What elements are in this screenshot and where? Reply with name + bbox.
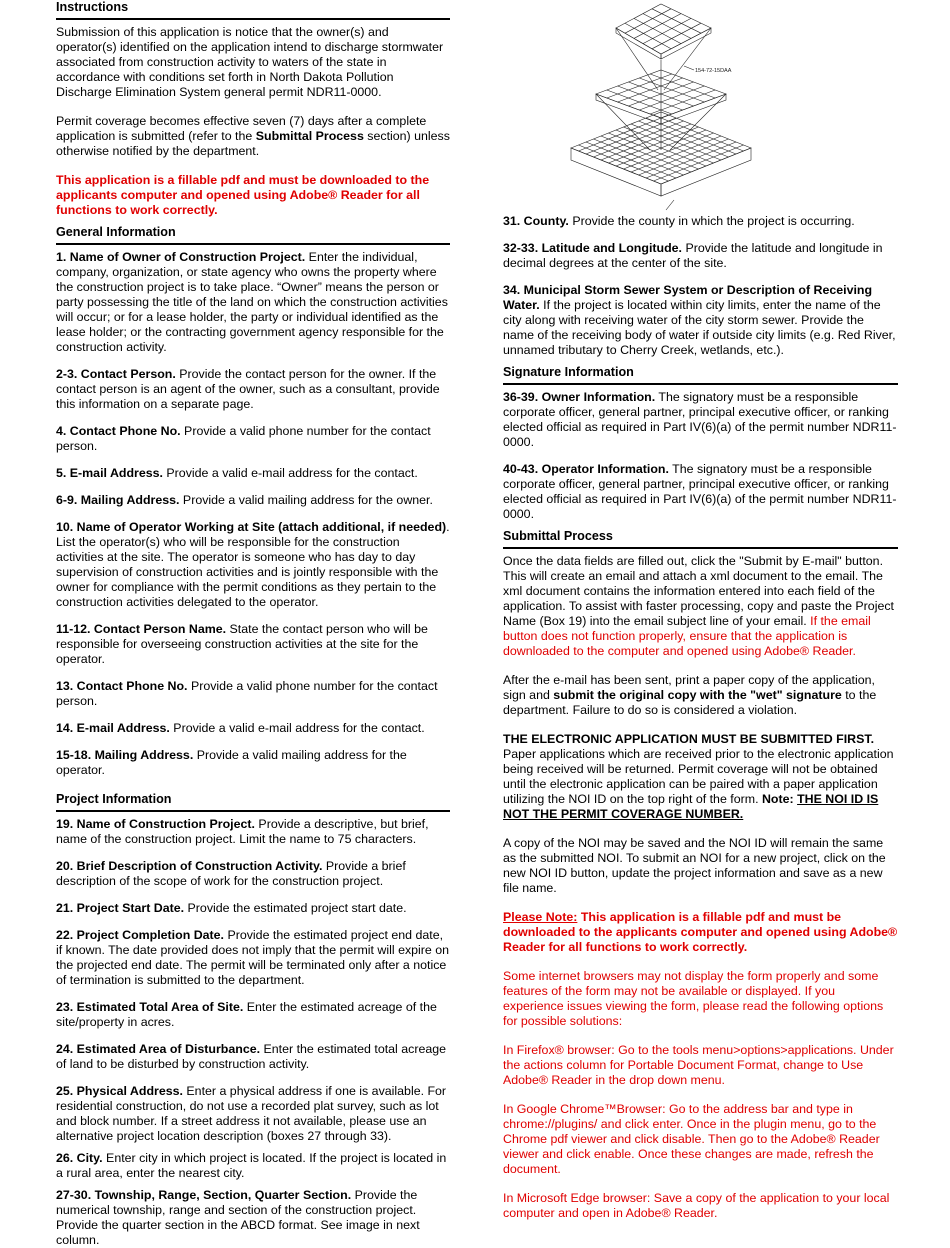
project-heading: Project Information bbox=[56, 792, 450, 812]
general-item: 10. Name of Operator Working at Site (attach additional, if needed). List the operator(s) who will be responsible for the construction activities at the site. The operator is someone who has day to day supervision of construction activities and is jointly responsible with the owner for compliance with the permit conditions as they pertain to the construction activities delegated to the operator. bbox=[56, 520, 450, 609]
general-item: 2-3. Contact Person. Provide the contact person for the owner. If the contact person is an agent of the owner, such as a consultant, provide this information on a separate page. bbox=[56, 367, 440, 411]
project-item: 24. Estimated Area of Disturbance. Enter the estimated total acreage of land to be disturbed by construction activity. bbox=[56, 1042, 447, 1071]
submittal-paper-copy: After the e-mail has been sent, print a paper copy of the application, sign and submit the original copy with the "wet" signature to the department. Failure to do so is considered a violation. bbox=[503, 673, 877, 717]
general-item: 4. Contact Phone No. Provide a valid phone number for the contact person. bbox=[56, 424, 431, 453]
general-heading: General Information bbox=[56, 225, 450, 245]
left-column bbox=[56, 0, 450, 1248]
submittal-heading: Submittal Process bbox=[503, 529, 898, 549]
project-item: 27-30. Township, Range, Section, Quarter Section. Provide the numerical township, range and section of the construction project. Provide the quarter section in the ABCD format. See image in next column. bbox=[56, 1188, 420, 1247]
signature-heading: Signature Information bbox=[503, 365, 898, 385]
general-item: 11-12. Contact Person Name. State the contact person who will be responsible for overseeing construction activities at the site for the operator. bbox=[56, 622, 428, 666]
project-item: 19. Name of Construction Project. Provide a descriptive, but brief, name of the construction project. Limit the name to 75 characters. bbox=[56, 817, 429, 846]
project-item: 21. Project Start Date. Provide the estimated project start date. bbox=[56, 901, 407, 915]
figure-label: 154-72-15DAA bbox=[695, 68, 732, 74]
instructions-heading: Instructions bbox=[56, 0, 450, 20]
project-item: 23. Estimated Total Area of Site. Enter the estimated acreage of the site/property in acres. bbox=[56, 1000, 437, 1029]
grid-line bbox=[625, 9, 671, 33]
project-item: 31. County. Provide the county in which the project is occurring. bbox=[503, 214, 855, 228]
please-note: Please Note: This application is a fillable pdf and must be downloaded to the applicants computer and opened using Adobe® Reader for all functions to work correctly. bbox=[503, 910, 898, 954]
general-item: 6-9. Mailing Address. Provide a valid mailing address for the owner. bbox=[56, 493, 433, 507]
project-item: 32-33. Latitude and Longitude. Provide the latitude and longitude in decimal degrees at the center of the site. bbox=[503, 241, 883, 270]
general-item: 13. Contact Phone No. Provide a valid phone number for the contact person. bbox=[56, 679, 438, 708]
edge-instructions: In Microsoft Edge browser: Save a copy of the application to your local computer and open in Adobe® Reader. bbox=[503, 1191, 890, 1220]
township-section-diagram bbox=[566, 0, 756, 212]
grid-line bbox=[634, 14, 681, 39]
grid-line bbox=[634, 18, 681, 43]
project-item: 20. Brief Description of Construction Activity. Provide a brief description of the scope of work for the construction project. bbox=[56, 859, 406, 888]
general-item: 5. E-mail Address. Provide a valid e-mail address for the contact. bbox=[56, 466, 418, 480]
submittal-noi-copy: A copy of the NOI may be saved and the NOI ID will remain the same as the submitted NOI. To submit an NOI for a new project, click on the new NOI ID button, update the project information and save as a new file name. bbox=[503, 836, 886, 895]
grid-line bbox=[643, 18, 691, 43]
instructions-intro: Submission of this application is notice that the owner(s) and operator(s) identified on the application intend to discharge stormwater associated from construction activity to waters of the state in accordance with conditions set forth in North Dakota Pollution Discharge Elimination System general permit NDR11-0000. bbox=[56, 25, 444, 99]
instructions-coverage: Permit coverage becomes effective seven (7) days after a complete application is submitted (refer to the Submittal Process section) unless otherwise notified by the department. bbox=[56, 114, 450, 158]
grid-line bbox=[652, 9, 701, 33]
grid-line bbox=[652, 23, 701, 49]
project-item: 22. Project Completion Date. Provide the estimated project end date, if known. The date provided does not imply that the permit will expire on the projected end date. The permit will be terminated only after a notice of termination is submitted to the department. bbox=[56, 928, 450, 987]
general-item: 14. E-mail Address. Provide a valid e-mail address for the contact. bbox=[56, 721, 425, 735]
browser-notice: Some internet browsers may not display the form properly and some features of the form may not be available or displayed. If you experience issues viewing the form, please read the following options for possible solutions: bbox=[503, 969, 884, 1028]
right-column bbox=[503, 214, 898, 1221]
project-item: 25. Physical Address. Enter a physical address if one is available. For residential construction, do not use a recorded plat survey, such as lot and block number. If a street address it not available, please use an alternative project location description (boxes 27 through 33). bbox=[56, 1084, 447, 1143]
grid-line bbox=[643, 14, 691, 39]
general-item: 15-18. Mailing Address. Provide a valid mailing address for the operator. bbox=[56, 748, 407, 777]
general-item: 1. Name of Owner of Construction Project. Enter the individual, company, organization, or state agency who owns the property where the construction project is to take place. “Owner” means the person or party possessing the title of the land on which the construction activities will occur; or for a lease holder, the party or individual identified as the lease holder; or the contracting government agency responsible for the construction activity. bbox=[56, 250, 448, 354]
firefox-instructions: In Firefox® browser: Go to the tools menu>options>applications. Under the actions column for Portable Document Format, change to Use Adobe® Reader in the drop down menu. bbox=[503, 1043, 894, 1087]
signature-item: 36-39. Owner Information. The signatory must be a responsible corporate officer, general partner, principal executive officer, or ranking elected official as required in Part IV(6)(a) of the permit number NDR11-0000. bbox=[503, 390, 897, 449]
submittal-email-step: Once the data fields are filled out, click the "Submit by E-mail" button. This will create an email and attach a xml document to the email. The xml document contains the information entered into each field of the application. To assist with faster processing, copy and paste the Project Name (Box 19) into the email subject line of your email. If the email button does not function properly, ensure that the application is downloaded to the computer and opened using Adobe® Reader. bbox=[503, 554, 894, 658]
signature-item: 40-43. Operator Information. The signatory must be a responsible corporate officer, general partner, principal executive officer, or ranking elected official as required in Part IV(6)(a) of the permit number NDR11-0000. bbox=[503, 462, 897, 521]
chrome-instructions: In Google Chrome™Browser: Go to the address bar and type in chrome://plugins/ and click enter. Once in the plugin menu, go to the Chrome pdf viewer and click disable. Then go to the Adobe® Reader viewer and click enable. Once these changes are made, refresh the document. bbox=[503, 1102, 880, 1176]
grid-line bbox=[625, 23, 671, 49]
project-item: 26. City. Enter city in which project is located. If the project is located in a rural area, enter the nearest city. bbox=[56, 1151, 447, 1180]
submittal-electronic-first: THE ELECTRONIC APPLICATION MUST BE SUBMITTED FIRST. Paper applications which are received prior to the electronic application being received will be returned. Permit coverage will not be obtained until the electronic application can be paired with a paper application utilizing the NOI ID on the top right of the form. Note: THE NOI ID IS NOT THE PERMIT COVERAGE NUMBER. bbox=[503, 732, 894, 821]
project-item: 34. Municipal Storm Sewer System or Description of Receiving Water. If the project is located within city limits, enter the name of the city along with receiving water of the city storm sewer. Provide the name of the receiving body of water if outside city limits (e.g. Red River, unnamed tributary to Cherry Creek, wetlands, etc.). bbox=[503, 283, 896, 357]
instructions-warning: This application is a fillable pdf and must be downloaded to the applicants computer and opened using Adobe® Reader for all functions to work correctly. bbox=[56, 173, 430, 217]
